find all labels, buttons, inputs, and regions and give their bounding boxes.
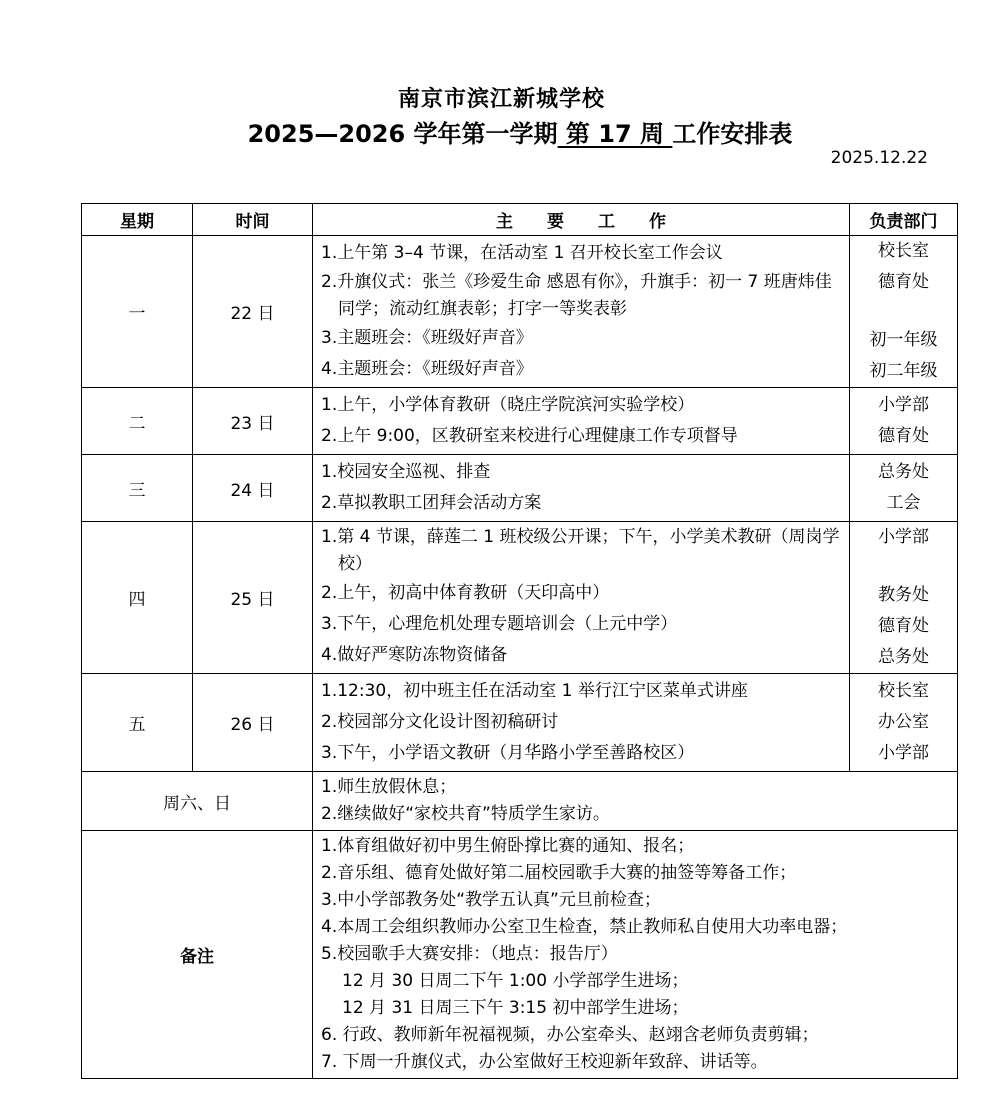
- note-item: 5.校园歌手大赛安排：（地点：报告厅）: [321, 944, 618, 964]
- note-item: 7. 下周一升旗仪式，办公室做好王校迎新年致辞、讲话等。: [321, 1052, 768, 1072]
- dept-item: 德育处: [878, 616, 929, 636]
- table-row: [82, 388, 958, 455]
- work-cell: [313, 522, 850, 674]
- notes-cell: [313, 831, 958, 1079]
- dept-item: 办公室: [878, 712, 929, 732]
- note-item: 2.音乐组、德育处做好第二届校园歌手大赛的抽签等筹备工作；: [321, 863, 797, 883]
- table-row: [82, 674, 958, 772]
- header-dept: 负责部门: [850, 204, 958, 236]
- weekend-label: 周六、日: [82, 772, 313, 831]
- table-row: [82, 455, 958, 522]
- task-item: 4.主题班会：《班级好声音》: [321, 359, 533, 379]
- task-item: 2.上午 9:00，区教研室来校进行心理健康工作专项督导: [321, 426, 738, 446]
- weekend-cell: [313, 772, 958, 831]
- work-cell: [313, 674, 850, 772]
- note-item: 12 月 30 日周二下午 1:00 小学部学生进场；: [342, 971, 689, 991]
- task-item: 1.上午，小学体育教研（晓庄学院滨河实验学校）: [321, 395, 695, 415]
- table-row: [82, 236, 958, 388]
- weekend-row: [82, 772, 958, 831]
- dept-item: 校长室: [878, 241, 929, 261]
- header-work: 主 要 工 作: [313, 204, 850, 236]
- date-cell: 24 日: [193, 455, 313, 522]
- notes-label: 备注: [82, 831, 313, 1079]
- task-item: 1.第 4 节课，薛莲二 1 班校级公开课；下午，小学美术教研（周岗学校）: [321, 527, 840, 574]
- task-item: 1.上午第 3–4 节课，在活动室 1 召开校长室工作会议: [321, 243, 723, 263]
- title-suffix: 工作安排表: [672, 120, 793, 148]
- schedule-table: [81, 203, 958, 1079]
- dept-cell: [850, 522, 958, 674]
- weekday-cell: 五: [82, 674, 193, 772]
- header-time: 时间: [193, 204, 313, 236]
- date-cell: 23 日: [193, 388, 313, 455]
- dept-item: 总务处: [878, 462, 929, 482]
- dept-cell: [850, 236, 958, 388]
- weekend-item: 1.师生放假休息；: [321, 777, 457, 797]
- note-item: 3.中小学部教务处“教学五认真”元旦前检查；: [321, 890, 661, 910]
- table-row: [82, 522, 958, 674]
- dept-item: 初二年级: [869, 361, 938, 381]
- note-item: 12 月 31 日周三下午 3:15 初中部学生进场；: [342, 998, 689, 1018]
- dept-item: 小学部: [878, 395, 929, 415]
- title-week: 第 17 周: [557, 120, 673, 148]
- dept-item: 德育处: [878, 272, 929, 292]
- notes-row: [82, 831, 958, 1079]
- date-cell: 22 日: [193, 236, 313, 388]
- dept-item: 小学部: [878, 743, 929, 763]
- note-item: 1.体育组做好初中男生俯卧撑比赛的通知、报名；: [321, 836, 695, 856]
- task-item: 3.下午，小学语文教研（月华路小学至善路校区）: [321, 743, 695, 763]
- task-item: 2.升旗仪式：张兰《珍爱生命 感恩有你》，升旗手：初一 7 班唐炜佳同学；流动红旗表彰；打字一等奖表彰: [321, 272, 832, 319]
- task-item: 1.12:30，初中班主任在活动室 1 举行江宁区菜单式讲座: [321, 681, 748, 701]
- weekday-cell: 四: [82, 522, 193, 674]
- task-item: 4.做好严寒防冻物资储备: [321, 645, 508, 665]
- task-item: 1.校园安全巡视、排查: [321, 462, 491, 482]
- dept-item: 初一年级: [869, 330, 938, 350]
- note-item: 4.本周工会组织教师办公室卫生检查，禁止教师私自使用大功率电器；: [321, 917, 848, 937]
- work-cell: [313, 236, 850, 388]
- header-row: [82, 204, 958, 236]
- header-weekday: 星期: [82, 204, 193, 236]
- task-item: 2.上午，初高中体育教研（天印高中）: [321, 583, 610, 603]
- issue-date: 2025.12.22: [830, 148, 928, 168]
- dept-item: 工会: [886, 493, 921, 513]
- weekday-cell: 二: [82, 388, 193, 455]
- dept-cell: [850, 388, 958, 455]
- date-cell: 25 日: [193, 522, 313, 674]
- task-item: 3.主题班会：《班级好声音》: [321, 328, 533, 348]
- dept-item: 小学部: [878, 527, 929, 547]
- dept-cell: [850, 674, 958, 772]
- school-name: 南京市滨江新城学校: [397, 87, 605, 112]
- task-item: 2.校园部分文化设计图初稿研讨: [321, 712, 559, 732]
- dept-item: 教务处: [878, 585, 929, 605]
- weekday-cell: 三: [82, 455, 193, 522]
- work-cell: [313, 455, 850, 522]
- dept-item: 德育处: [878, 426, 929, 446]
- dept-item: 校长室: [878, 681, 929, 701]
- page-title: [0, 114, 1003, 149]
- task-item: 3.下午，心理危机处理专题培训会（上元中学）: [321, 614, 678, 634]
- title-term: 2025—2026 学年第一学期: [247, 120, 558, 148]
- note-item: 6. 行政、教师新年祝福视频，办公室牵头、赵翊含老师负责剪辑；: [321, 1025, 819, 1045]
- weekday-cell: 一: [82, 236, 193, 388]
- date-cell: 26 日: [193, 674, 313, 772]
- weekend-item: 2.继续做好“家校共育”特质学生家访。: [321, 804, 610, 824]
- dept-item: 总务处: [878, 647, 929, 667]
- task-item: 2.草拟教职工团拜会活动方案: [321, 493, 542, 513]
- dept-cell: [850, 455, 958, 522]
- work-cell: [313, 388, 850, 455]
